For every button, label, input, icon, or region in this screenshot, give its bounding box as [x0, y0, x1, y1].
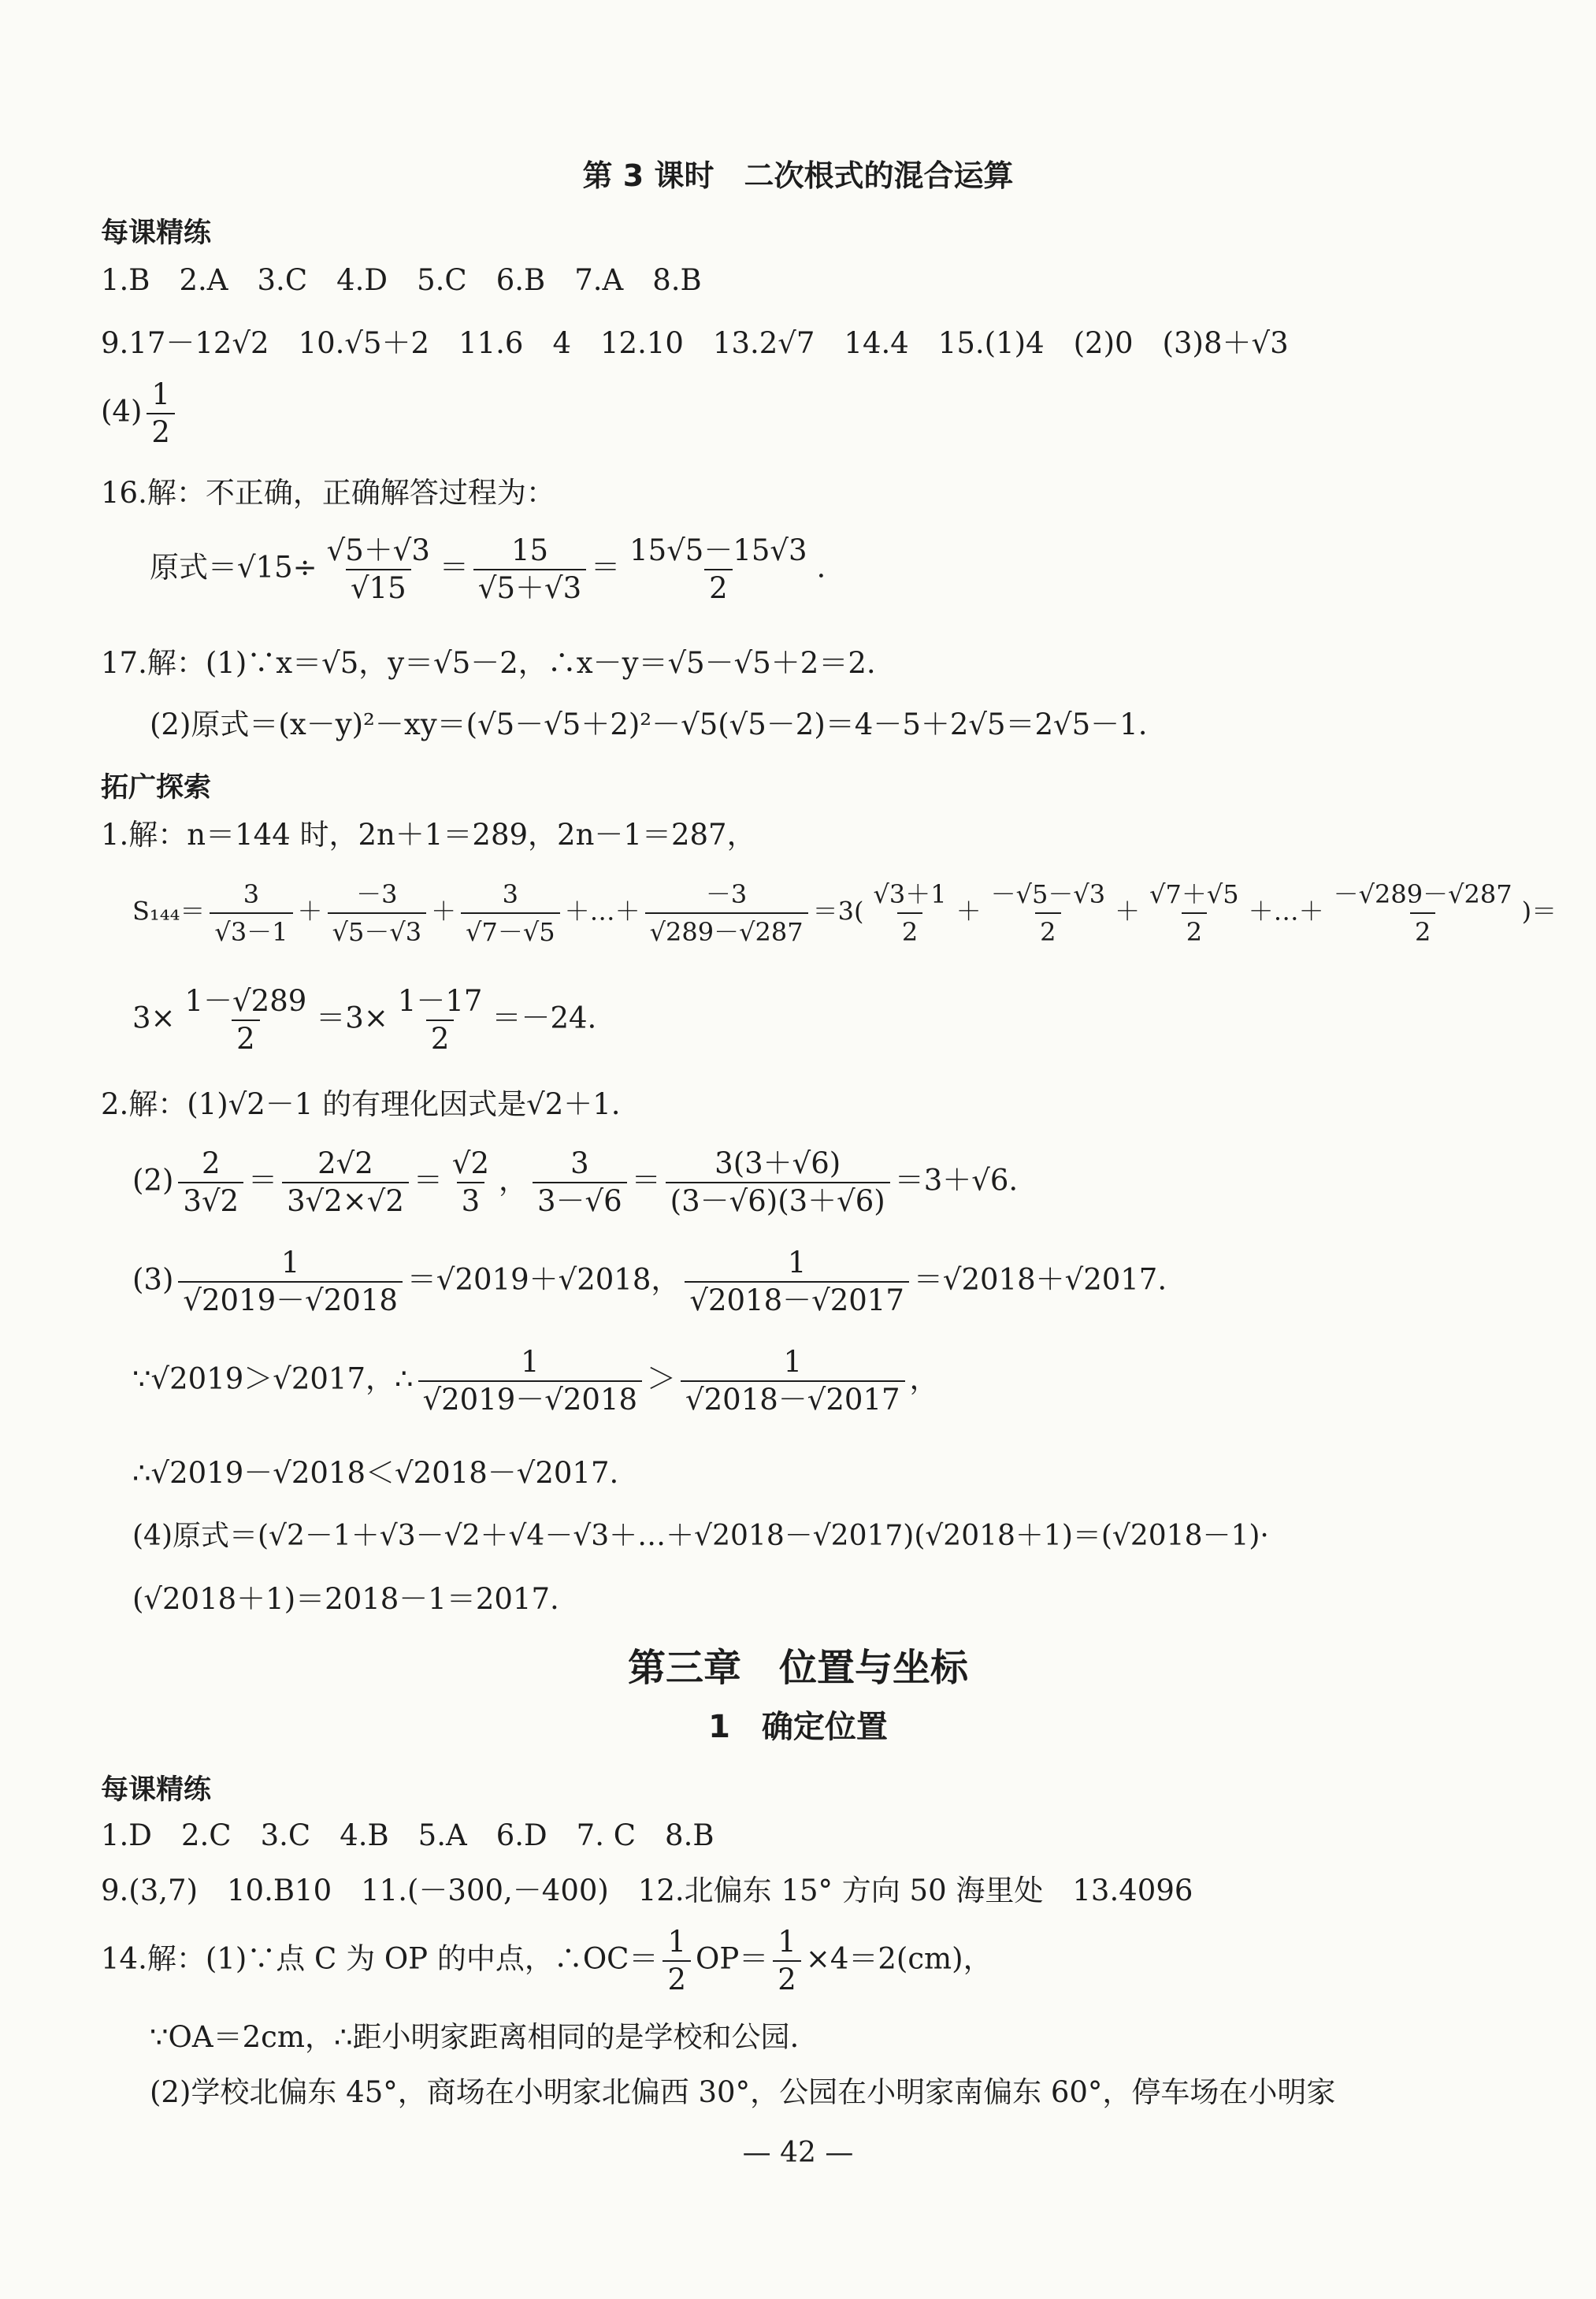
denominator: √2018－√2017	[681, 1380, 904, 1418]
numerator: －√289－√287	[1333, 879, 1512, 909]
numerator: －√5－√3	[990, 879, 1106, 909]
numerator: 1－√289	[184, 984, 307, 1018]
denominator: √289－√287	[645, 912, 808, 950]
denominator: 2	[1035, 912, 1060, 950]
answer-line: 17.解：(1)∵x＝√5，y＝√5－2，∴x－y＝√5－√5＋2＝2.	[101, 646, 876, 680]
text: )＝	[1521, 896, 1557, 927]
text: ，	[499, 1163, 528, 1198]
text: 3×	[132, 1001, 176, 1035]
text: ＝	[413, 1163, 443, 1198]
numerator: 1	[521, 1345, 540, 1379]
numerator: 1	[787, 1246, 807, 1279]
numerator: 1	[778, 1925, 796, 1959]
text: ＝3＋√6.	[894, 1163, 1019, 1198]
text: 原式＝√15÷	[150, 550, 317, 585]
denominator: 2	[663, 1960, 691, 1998]
denominator: √3－1	[210, 912, 292, 950]
denominator: (3－√6)(3＋√6)	[666, 1182, 890, 1220]
fraction	[393, 983, 488, 1057]
numerator: 1	[783, 1345, 803, 1379]
denominator: √2019－√2018	[178, 1281, 402, 1319]
text: (4)	[101, 394, 143, 429]
answer-line: 1.解：n＝144 时，2n＋1＝289，2n－1＝287，	[101, 818, 756, 852]
fraction	[868, 876, 951, 950]
numerator: 3	[570, 1146, 589, 1180]
answer-line	[132, 1245, 1167, 1319]
denominator: √5＋√3	[473, 569, 586, 607]
denominator: √2019－√2018	[418, 1380, 642, 1418]
lesson-title: 1 确定位置	[708, 1709, 888, 1745]
numerator: －3	[356, 879, 398, 909]
numerator: 1	[151, 377, 170, 411]
fraction	[666, 1146, 890, 1220]
denominator: 2	[897, 912, 922, 950]
text: OP＝	[696, 1941, 769, 1976]
denominator: √15	[346, 569, 411, 607]
numerator: 15√5－15√3	[629, 533, 807, 567]
fraction	[645, 876, 808, 950]
numerator: √2	[451, 1146, 489, 1180]
fraction	[461, 876, 560, 950]
numerator: 3	[243, 879, 260, 909]
text: ＝	[248, 1163, 278, 1198]
fraction	[328, 876, 427, 950]
denominator: 2	[1410, 912, 1435, 950]
denominator: 3	[457, 1182, 485, 1220]
text: ＋	[431, 896, 457, 927]
fraction	[1329, 876, 1517, 950]
text: (2)	[132, 1163, 174, 1198]
numerator: 1	[667, 1925, 687, 1959]
denominator: √7－√5	[461, 912, 560, 950]
answer-line: 16.解：不正确，正确解答过程为：	[101, 476, 555, 510]
section-title: 第 3 课时 二次根式的混合运算	[582, 158, 1014, 193]
fraction	[473, 533, 586, 607]
fraction	[685, 1245, 908, 1319]
answer-line	[132, 1146, 1018, 1220]
fraction	[178, 1146, 243, 1220]
answer-line: 9.(3,7) 10.B10 11.(－300,－400) 12.北偏东 15° 方向 50 海里处 13.4096	[101, 1874, 1193, 1907]
numerator: 2	[201, 1146, 221, 1180]
denominator: √2018－√2017	[685, 1281, 908, 1319]
text: ＋…＋	[564, 896, 640, 927]
numerator: －3	[705, 879, 748, 909]
denominator: 3√2	[178, 1182, 243, 1220]
denominator: 2	[426, 1020, 455, 1057]
text: ＝√2019＋√2018，	[406, 1262, 681, 1297]
answer-line: ∴√2019－√2018＜√2018－√2017.	[132, 1456, 619, 1490]
fraction	[773, 1924, 801, 1998]
fraction	[147, 377, 175, 451]
answer-line: (2)原式＝(x－y)²－xy＝(√5－√5＋2)²－√5(√5－2)＝4－5＋2√5＝2√5－1.	[150, 708, 1148, 741]
denominator: 2	[232, 1020, 260, 1057]
answer-line	[150, 533, 826, 607]
fraction	[681, 1344, 904, 1418]
fraction	[625, 533, 811, 607]
numerator: 15	[510, 533, 549, 567]
chapter-title: 第三章 位置与坐标	[627, 1646, 968, 1690]
page-number: — 42 —	[742, 2137, 854, 2169]
heading-daily-practice: 每课精练	[101, 1774, 212, 1806]
fraction	[178, 1245, 402, 1319]
text: ＝	[591, 550, 621, 585]
heading-extension: 拓广探索	[101, 772, 212, 804]
answer-line	[132, 983, 596, 1057]
answer-line	[101, 377, 180, 451]
fraction	[210, 876, 292, 950]
fraction	[322, 533, 435, 607]
answer-line: 2.解：(1)√2－1 的有理化因式是√2＋1.	[101, 1087, 621, 1121]
answer-line: ∵OA＝2cm，∴距小明家距离相同的是学校和公园.	[150, 2020, 800, 2054]
fraction	[533, 1146, 627, 1220]
numerator: 3	[502, 879, 519, 909]
text: ＝√2018＋√2017.	[913, 1262, 1167, 1297]
text: ，	[909, 1361, 939, 1396]
answer-line: 1.B 2.A 3.C 4.D 5.C 6.B 7.A 8.B	[101, 263, 702, 297]
text: ∵√2019＞√2017，∴	[132, 1361, 414, 1396]
text: ×4＝2(cm)，	[805, 1941, 993, 1976]
fraction	[986, 876, 1111, 950]
denominator: 2	[147, 413, 175, 451]
text: ＋	[297, 896, 323, 927]
text: ＋	[1115, 896, 1141, 927]
answer-line: (4)原式＝(√2－1＋√3－√2＋√4－√3＋…＋√2018－√2017)(√2018＋1)＝(√2018－1)·	[132, 1520, 1269, 1552]
fraction	[447, 1146, 494, 1220]
text: ＝－24.	[492, 1001, 597, 1035]
text: ＋…＋	[1248, 896, 1324, 927]
text: 14.解：(1)∵点 C 为 OP 的中点，∴OC＝	[101, 1941, 659, 1976]
text: (3)	[132, 1262, 174, 1297]
denominator: 3－√6	[533, 1182, 627, 1220]
denominator: 2	[1182, 912, 1207, 950]
fraction	[1145, 876, 1244, 950]
answer-line	[101, 1924, 993, 1998]
answer-line: (√2018＋1)＝2018－1＝2017.	[132, 1582, 559, 1616]
denominator: √5－√3	[328, 912, 427, 950]
denominator: 2	[704, 569, 733, 607]
heading-daily-practice: 每课精练	[101, 217, 212, 249]
fraction	[282, 1146, 409, 1220]
numerator: 3(3＋√6)	[714, 1146, 841, 1180]
text: ＝3×	[316, 1001, 388, 1035]
denominator: 3√2×√2	[282, 1182, 409, 1220]
text: ＝	[631, 1163, 661, 1198]
numerator: √3＋1	[873, 879, 947, 909]
fraction	[418, 1344, 642, 1418]
fraction	[180, 983, 312, 1057]
text: S₁₄₄＝	[132, 896, 206, 927]
text: ＋	[956, 896, 982, 927]
answer-line: 9.17－12√2 10.√5＋2 11.6 4 12.10 13.2√7 14.4 15.(1)4 (2)0 (3)8＋√3	[101, 326, 1289, 360]
text: .	[816, 550, 826, 585]
numerator: 1－17	[397, 984, 483, 1018]
answer-line	[132, 876, 1557, 950]
numerator: 1	[280, 1246, 300, 1279]
denominator: 2	[773, 1960, 801, 1998]
answer-line: (2)学校北偏东 45°，商场在小明家北偏西 30°，公园在小明家南偏东 60°，停车场在小明家	[150, 2075, 1336, 2109]
text: ＞	[647, 1361, 677, 1396]
fraction	[663, 1924, 691, 1998]
numerator: 2√2	[317, 1146, 373, 1180]
answer-line: 1.D 2.C 3.C 4.B 5.A 6.D 7. C 8.B	[101, 1818, 714, 1852]
numerator: √7＋√5	[1149, 879, 1239, 909]
answer-line	[132, 1344, 939, 1418]
numerator: √5＋√3	[326, 533, 430, 567]
text: ＝	[439, 550, 469, 585]
text: ＝3(	[812, 896, 864, 927]
